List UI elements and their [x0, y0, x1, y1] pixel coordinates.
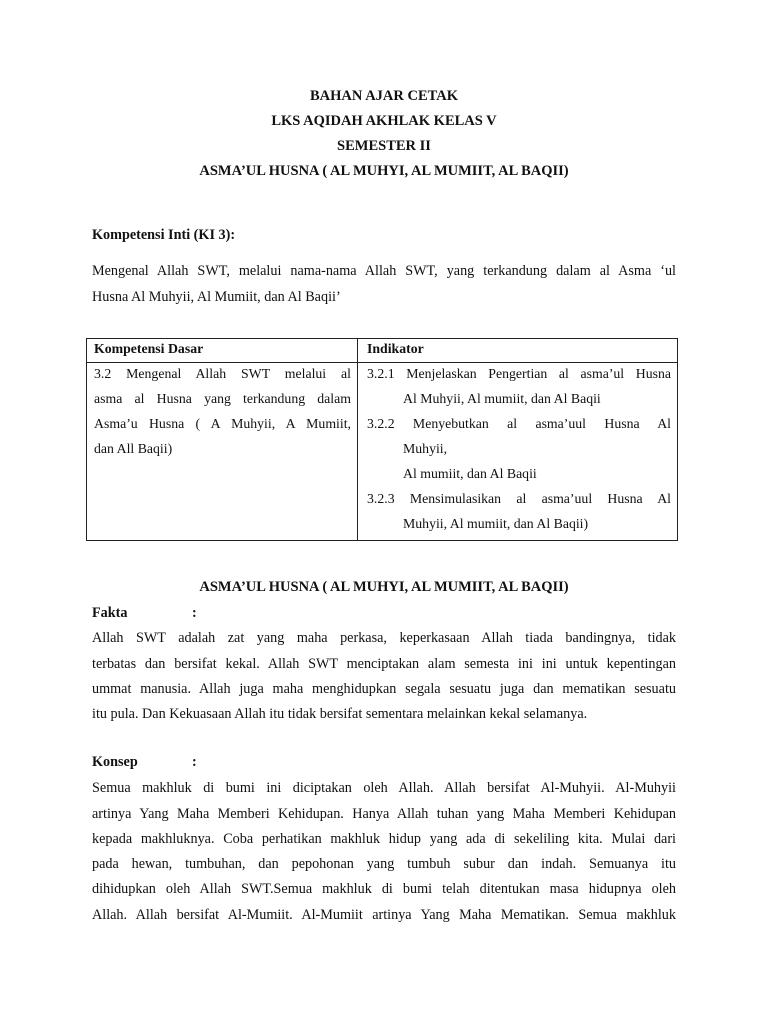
kd-line: dan All Baqii): [94, 441, 173, 456]
konsep-colon: :: [192, 754, 197, 770]
fakta-line: terbatas dan bersifat kekal. Allah SWT menciptakan alam semesta ini ini untuk kepentingan: [92, 656, 676, 672]
ki-text-line: Husna Al Muhyii, Al Mumiit, dan Al Baqii’: [92, 289, 341, 305]
fakta-label-text: Fakta: [92, 605, 128, 621]
konsep-line: artinya Yang Maha Memberi Kehidupan. Hanya Allah tuhan yang Maha Memberi Kehidupan: [92, 806, 676, 822]
doc-title: BAHAN AJAR CETAK: [310, 88, 458, 104]
table-divider: [357, 339, 358, 540]
kd-line: 3.2 Mengenal Allah SWT melalui al: [94, 366, 351, 381]
konsep-line: dihidupkan oleh Allah SWT.Semua makhluk di bumi telah ditentukan masa hidupnya oleh: [92, 881, 676, 897]
doc-topic: ASMA’UL HUSNA ( AL MUHYI, AL MUMIIT, AL BAQII): [199, 163, 569, 179]
doc-subtitle: LKS AQIDAH AKHLAK KELAS V: [271, 113, 497, 129]
konsep-line: pada hewan, tumbuhan, dan pepohonan yang tumbuh subur dan indah. Semuanya itu: [92, 856, 676, 872]
table-divider: [87, 362, 677, 363]
doc-semester: SEMESTER II: [337, 138, 431, 154]
fakta-line: itu pula. Dan Kekuasaan Allah itu tidak bersifat sementara melainkan kekal selamanya.: [92, 706, 588, 722]
indikator-line: Muhyii, Al mumiit, dan Al Baqii): [403, 516, 589, 531]
ki-text-line: Mengenal Allah SWT, melalui nama-nama Allah SWT, yang terkandung dalam al Asma ‘ul: [92, 263, 676, 279]
konsep-line: Semua makhluk di bumi ini diciptakan oleh Allah. Allah bersifat Al-Muhyii. Al-Muhyii: [92, 780, 676, 796]
fakta-colon: :: [192, 605, 197, 621]
table-header-kd: Kompetensi Dasar: [94, 341, 204, 356]
indikator-line: 3.2.3 Mensimulasikan al asma’uul Husna Al: [367, 491, 671, 506]
fakta-label: [92, 605, 197, 622]
indikator-line: Al Muhyii, Al mumiit, dan Al Baqii: [403, 391, 601, 406]
fakta-line: ummat manusia. Allah juga maha menghidupkan segala sesuatu juga dan mematikan sesuatu: [92, 681, 676, 697]
ki-heading: Kompetensi Inti (KI 3):: [92, 227, 236, 243]
konsep-line: Allah. Allah bersifat Al-Mumiit. Al-Mumiit artinya Yang Maha Mematikan. Semua makhluk: [92, 907, 676, 923]
indikator-line: 3.2.2 Menyebutkan al asma’uul Husna Al: [367, 416, 671, 431]
kd-indikator-table: [86, 338, 678, 541]
kd-line: asma al Husna yang terkandung dalam: [94, 391, 351, 406]
konsep-label: [92, 754, 197, 771]
fakta-line: Allah SWT adalah zat yang maha perkasa, keperkasaan Allah tiada bandingnya, tidak: [92, 630, 676, 646]
kd-line: Asma’u Husna ( A Muhyii, A Mumiit,: [94, 416, 351, 431]
indikator-line: 3.2.1 Menjelaskan Pengertian al asma’ul Husna: [367, 366, 671, 381]
indikator-line: Al mumiit, dan Al Baqii: [403, 466, 537, 481]
konsep-label-text: Konsep: [92, 754, 138, 770]
table-header-indikator: Indikator: [367, 341, 424, 356]
konsep-line: kepada makhluknya. Coba perhatikan makhluk hidup yang ada di sekeliling kita. Mulai dari: [92, 831, 676, 847]
section-title: ASMA’UL HUSNA ( AL MUHYI, AL MUMIIT, AL BAQII): [199, 579, 569, 595]
indikator-line: Muhyii,: [403, 441, 448, 456]
